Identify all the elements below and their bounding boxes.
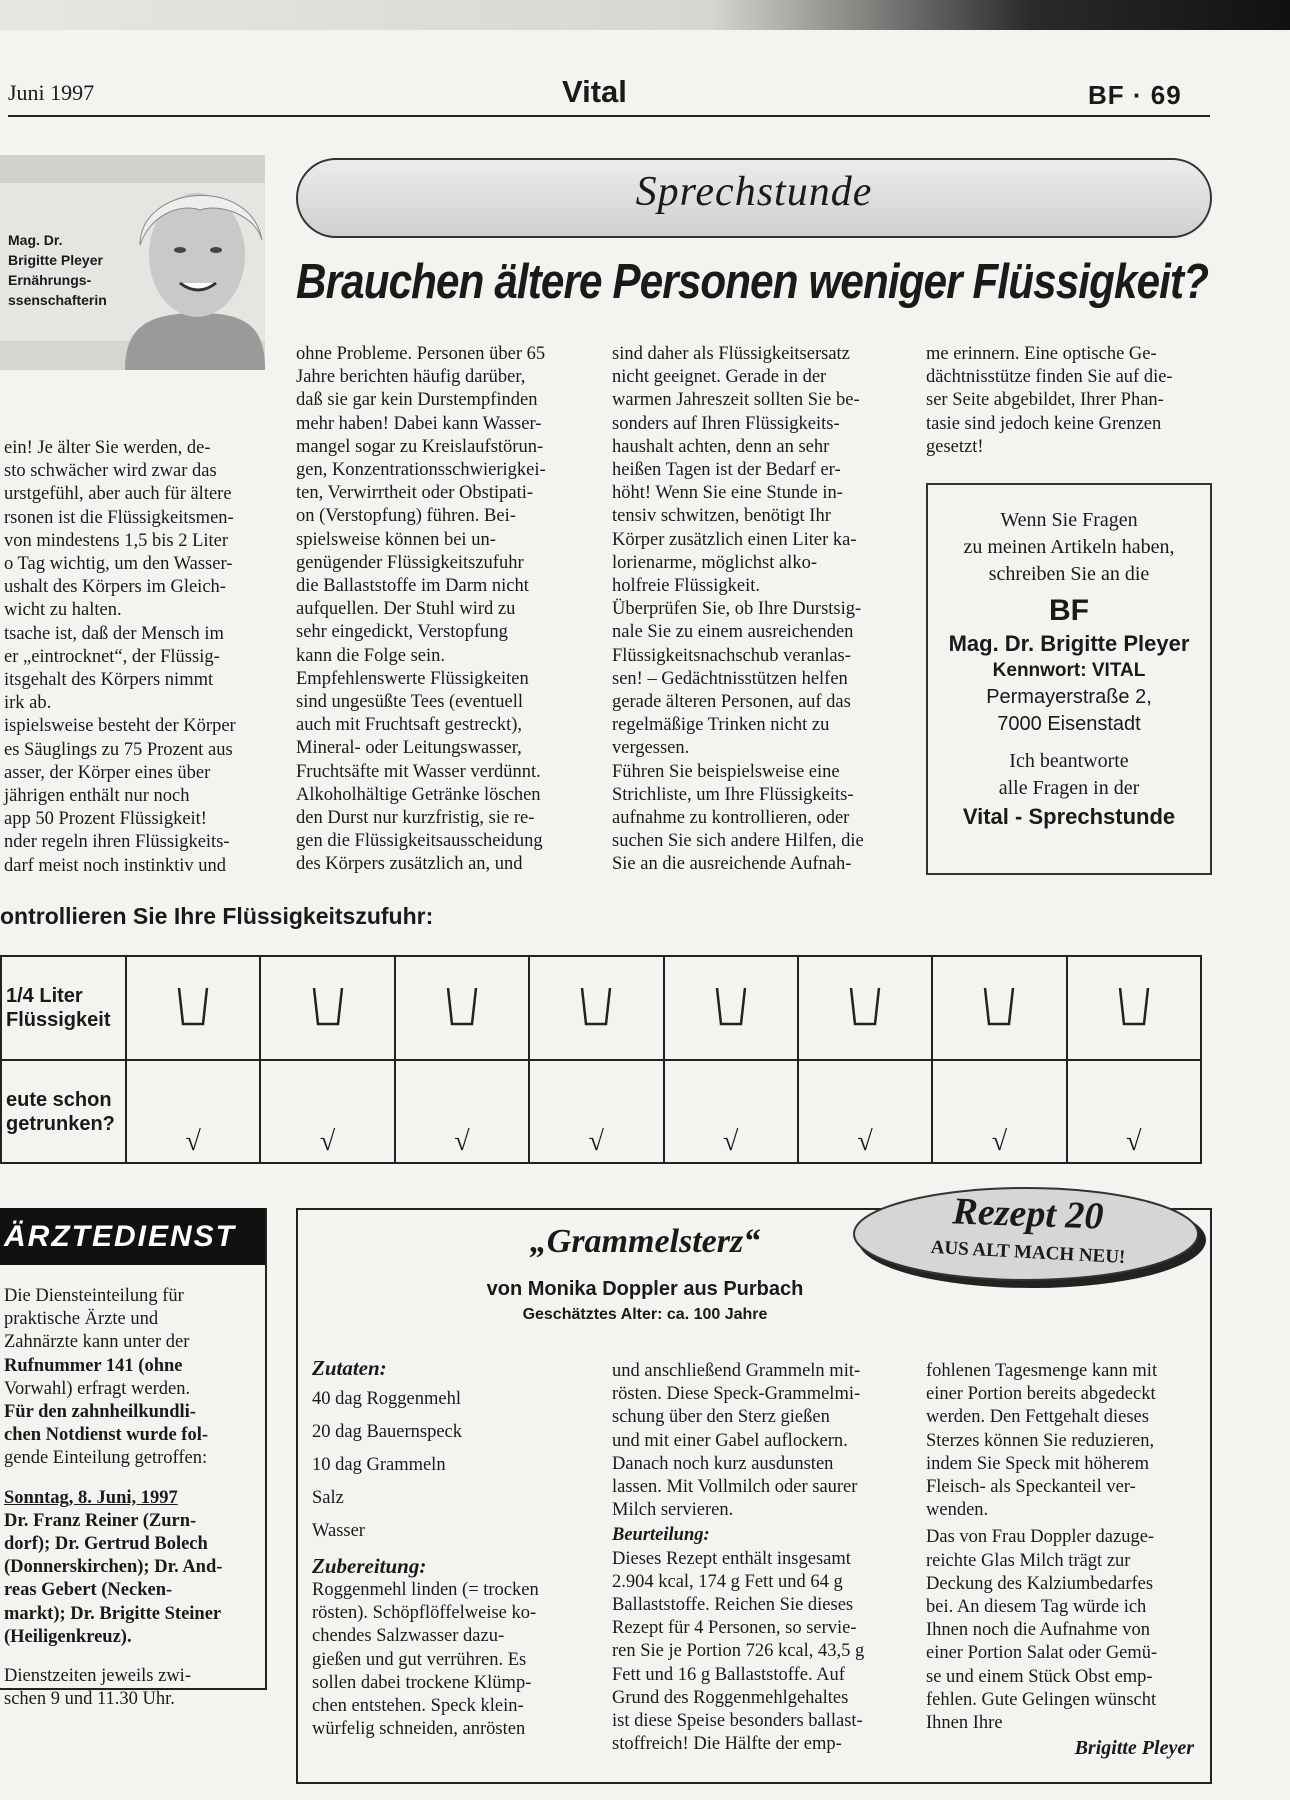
aerztedienst-line: dorf); Dr. Gertrud Bolech <box>4 1534 208 1555</box>
text-line: ser Seite abgebildet, Ihrer Phan- <box>926 390 1164 411</box>
text-line: Flüssigkeitsnachschub veranlas- <box>612 645 851 666</box>
aerztedienst-line: Vorwahl) erfragt werden. <box>4 1378 191 1399</box>
check-cell[interactable]: √ <box>798 1060 932 1163</box>
text-line: tensiv schwitzen, benötigt Ihr <box>612 506 831 527</box>
text-line: regelmäßige Trinken nicht zu <box>612 715 830 736</box>
tracker-row-label <box>1 1060 126 1163</box>
recipe-col2-text <box>612 1360 897 1522</box>
text-line: Mineral- oder Leitungswasser, <box>296 738 522 759</box>
text-line: urstgefühl, aber auch für ältere <box>4 484 232 505</box>
text-line: asser, der Körper eines über <box>4 762 211 783</box>
text-line: Grund des Roggenmehlgehaltes <box>612 1687 849 1708</box>
text-line: einer Portion bereits abgedeckt <box>926 1384 1156 1405</box>
check-cell[interactable]: √ <box>126 1060 260 1163</box>
article-column-2 <box>296 343 581 877</box>
contact-line: Wenn Sie Fragen <box>1000 509 1138 531</box>
text-line: Alkoholhältige Getränke löschen <box>296 784 541 805</box>
signature: Brigitte Pleyer <box>1074 1737 1194 1760</box>
contact-street: Permayerstraße 2, <box>986 686 1152 708</box>
recipe-age: Geschätztes Alter: ca. 100 Jahre <box>522 1306 768 1323</box>
glass-cell[interactable] <box>798 956 932 1060</box>
text-line: des Körpers zusätzlich an, und <box>296 854 523 875</box>
glass-cell[interactable] <box>126 956 260 1060</box>
scan-top-edge <box>0 0 1290 30</box>
glass-cell[interactable] <box>260 956 394 1060</box>
text-line: auch mit Fruchtsaft gestreckt), <box>296 715 523 736</box>
text-line: stoffreich! Die Hälfte der emp- <box>612 1734 842 1755</box>
text-line: werden. Den Fettgehalt dieses <box>926 1407 1149 1428</box>
text-line: wenden. <box>926 1500 989 1521</box>
text-line: fohlenen Tagesmenge kann mit <box>926 1361 1158 1381</box>
glass-icon <box>1114 984 1154 1028</box>
issue-date: Juni 1997 <box>8 80 95 105</box>
row-label-line: getrunken? <box>6 1112 115 1135</box>
text-line: 2.904 kcal, 174 g Fett und 64 g <box>612 1571 843 1592</box>
zubereitung-heading: Zubereitung: <box>312 1554 427 1578</box>
text-line: rsonen ist die Flüssigkeitsmen- <box>4 507 234 528</box>
aerztedienst-line: markt); Dr. Brigitte Steiner <box>4 1603 222 1624</box>
sprechstunde-banner <box>296 158 1212 238</box>
text-line: se und einem Stück Obst emp- <box>926 1666 1153 1687</box>
aerztedienst-line: reas Gebert (Necken- <box>4 1580 173 1601</box>
tracker-row-label <box>1 956 126 1060</box>
badge-subtitle: AUS ALT MACH NEU! <box>930 1236 1126 1269</box>
text-line: suchen Sie sich andere Hilfen, die <box>612 831 864 852</box>
glass-cell[interactable] <box>664 956 798 1060</box>
text-line: app 50 Prozent Flüssigkeit! <box>4 809 207 830</box>
text-line: Dieses Rezept enthält insgesamt <box>612 1548 851 1569</box>
text-line: chendes Salzwasser dazu- <box>312 1626 505 1647</box>
text-line: Jahre berichten häufig darüber, <box>296 367 526 388</box>
text-line: Fett und 16 g Ballaststoffe. Auf <box>612 1664 845 1685</box>
text-line: schung über den Sterz gießen <box>612 1407 830 1428</box>
text-line: Das von Frau Doppler dazuge- <box>926 1527 1155 1548</box>
article-column-4 <box>926 343 1210 459</box>
glass-cell[interactable] <box>395 956 529 1060</box>
caption-line: Brigitte Pleyer <box>8 252 103 268</box>
recipe-column-1 <box>312 1356 582 1741</box>
aerztedienst-line: Rufnummer 141 (ohne <box>4 1355 183 1376</box>
zutaten-heading: Zutaten: <box>312 1356 387 1380</box>
ingredient-item: 40 dag Roggenmehl <box>312 1389 462 1409</box>
text-line: Milch servieren. <box>612 1500 734 1521</box>
recipe-col3-text <box>926 1360 1194 1522</box>
text-line: aufnahme zu kontrollieren, oder <box>612 808 850 829</box>
zubereitung-text <box>312 1579 582 1741</box>
text-line: den Durst nur kurzfristig, sie re- <box>296 808 535 829</box>
aerztedienst-line: Die Diensteinteilung für <box>4 1286 184 1306</box>
ingredient-item: Salz <box>312 1488 344 1508</box>
ingredient-item: 10 dag Grammeln <box>312 1455 446 1475</box>
check-cell[interactable]: √ <box>932 1060 1066 1163</box>
contact-sprechstunde: Vital - Sprechstunde <box>962 804 1176 829</box>
author-caption <box>8 230 118 310</box>
recipe-title: „Grammelsterz“ <box>529 1223 761 1260</box>
recipe-column-2 <box>612 1360 897 1756</box>
text-line: Rezept für 4 Personen, so servie- <box>612 1618 857 1639</box>
caption-line: Mag. Dr. <box>8 232 63 248</box>
page-number: BF · 69 <box>1088 80 1182 110</box>
text-line: Strichliste, um Ihre Flüssigkeits- <box>612 784 854 805</box>
text-line: tsache ist, daß der Mensch im <box>4 623 224 644</box>
text-line: es Säuglings zu 75 Prozent aus <box>4 739 233 760</box>
text-line: spielsweise können bei un- <box>296 529 496 550</box>
text-line: daß sie gar kein Durstempfinden <box>296 390 538 411</box>
aerztedienst-text <box>4 1285 244 1711</box>
text-line: Empfehlenswerte Flüssigkeiten <box>296 668 529 689</box>
text-line: nicht geeignet. Gerade in der <box>612 367 827 388</box>
text-line: lorienarme, möglichst alko- <box>612 552 817 573</box>
text-line: sto schwächer wird zwar das <box>4 461 217 482</box>
text-line: ren Sie je Portion 726 kcal, 43,5 g <box>612 1641 865 1662</box>
check-cell[interactable]: √ <box>395 1060 529 1163</box>
text-line: ohne Probleme. Personen über 65 <box>296 344 546 364</box>
text-line: Deckung des Kalziumbedarfes <box>926 1573 1154 1594</box>
contact-line: alle Fragen in der <box>998 777 1140 799</box>
text-line: ushalt des Körpers im Gleich- <box>4 577 226 598</box>
recipe-column-3 <box>926 1360 1194 1760</box>
text-line: haushalt achten, denn an sehr <box>612 436 830 457</box>
text-line: lassen. Mit Vollmilch oder saurer <box>612 1477 858 1498</box>
text-line: Ihnen Ihre <box>926 1713 1003 1734</box>
text-line: mehr haben! Dabei kann Wasser- <box>296 413 542 434</box>
text-line: und anschließend Grammeln mit- <box>612 1361 861 1381</box>
aerztedienst-line: Für den zahnheilkundli- <box>4 1402 196 1423</box>
text-line: bei. An diesem Tag würde ich <box>926 1597 1147 1618</box>
recipe-col3-text-b <box>926 1526 1194 1735</box>
tracker-title: ontrollieren Sie Ihre Flüssigkeitszufuhr: <box>0 903 434 929</box>
text-line: itsgehalt des Körpers nimmt <box>4 670 214 691</box>
zutaten-list <box>312 1389 582 1542</box>
contact-line: zu meinen Artikeln haben, <box>963 536 1175 558</box>
text-line: Sie an die ausreichende Aufnah- <box>612 854 852 875</box>
row-label-line: Flüssigkeit <box>6 1009 111 1031</box>
text-line: sind ungesüßte Tees (eventuell <box>296 692 523 713</box>
text-line: Körper zusätzlich einen Liter ka- <box>612 529 857 550</box>
text-line: gießen und gut verrühren. Es <box>312 1649 527 1670</box>
text-line: sind daher als Flüssigkeitsersatz <box>612 344 850 364</box>
text-line: Ihnen noch die Aufnahme von <box>926 1620 1150 1641</box>
aerztedienst-line: Zahnärzte kann unter der <box>4 1332 190 1353</box>
banner-text: Sprechstunde <box>635 169 873 215</box>
bf-logo: BF <box>1049 594 1089 627</box>
glass-cell[interactable] <box>529 956 663 1060</box>
text-line: nder regeln ihren Flüssigkeits- <box>4 832 230 853</box>
text-line: Ballaststoffe. Reichen Sie dieses <box>612 1595 854 1616</box>
text-line: chen entstehen. Speck klein- <box>312 1696 524 1717</box>
ingredient-item: Wasser <box>312 1521 365 1541</box>
aerztedienst-title: ÄRZTEDIENST <box>0 1208 265 1265</box>
text-line: o Tag wichtig, um den Wasser- <box>4 554 233 575</box>
text-line: heißen Tagen ist der Bedarf er- <box>612 460 841 481</box>
rezept-badge <box>848 1182 1210 1292</box>
text-line: würfelig schneiden, anrösten <box>312 1719 526 1740</box>
text-line: er „eintrocknet“, der Flüssig- <box>4 646 220 667</box>
check-cell[interactable]: √ <box>529 1060 663 1163</box>
glass-icon <box>979 984 1019 1028</box>
caption-line: ssenschafterin <box>8 292 107 308</box>
text-line: rösten). Schöpflöffelweise ko- <box>312 1603 537 1624</box>
beurteilung-heading: Beurteilung: <box>612 1525 710 1546</box>
text-line: von mindestens 1,5 bis 2 Liter <box>4 530 229 551</box>
text-line: indem Sie Speck mit höherem <box>926 1453 1149 1474</box>
text-line: kann die Folge sein. <box>296 645 446 666</box>
text-line: gen die Flüssigkeitsausscheidung <box>296 831 543 852</box>
aerztedienst-line: (Donnerskirchen); Dr. And- <box>4 1557 223 1578</box>
check-cell[interactable]: √ <box>260 1060 394 1163</box>
text-line: die Ballaststoffe im Darm nicht <box>296 576 529 597</box>
article-column-1 <box>4 437 266 878</box>
text-line: gen, Konzentrationsschwierigkei- <box>296 460 546 481</box>
glass-icon <box>173 984 213 1028</box>
glass-icon <box>845 984 885 1028</box>
text-line: dächtnisstütze finden Sie auf die- <box>926 367 1173 388</box>
contact-line: schreiben Sie an die <box>988 563 1150 585</box>
text-line: warmen Jahreszeit sollten Sie be- <box>612 390 860 411</box>
text-line: einer Portion Salat oder Gemü- <box>926 1643 1158 1664</box>
text-line: mangel sogar zu Kreislaufstörun- <box>296 436 544 457</box>
text-line: fehlen. Gute Gelingen wünscht <box>926 1689 1157 1710</box>
fluid-tracker-table <box>0 955 1202 1164</box>
text-line: Fleisch- als Speckanteil ver- <box>926 1477 1136 1498</box>
text-line: ein! Je älter Sie werden, de- <box>4 438 211 458</box>
text-line: me erinnern. Eine optische Ge- <box>926 344 1157 364</box>
row-label-line: 1/4 Liter <box>6 985 83 1007</box>
contact-kennwort: Kennwort: VITAL <box>992 660 1146 681</box>
text-line: Sterzes können Sie reduzieren, <box>926 1430 1155 1451</box>
text-line: genügender Flüssigkeitszufuhr <box>296 552 524 573</box>
text-line: tasie sind jedoch keine Grenzen <box>926 413 1162 434</box>
text-line: sollen dabei trockene Klümp- <box>312 1672 532 1693</box>
text-line: reichte Glas Milch trägt zur <box>926 1550 1131 1571</box>
text-line: Führen Sie beispielsweise eine <box>612 761 840 782</box>
aerztedienst-line: schen 9 und 11.30 Uhr. <box>4 1689 175 1710</box>
text-line: on (Verstopfung) führen. Bei- <box>296 506 516 527</box>
article-column-3 <box>612 343 897 877</box>
text-line: irk ab. <box>4 693 52 714</box>
text-line: gesetzt! <box>926 436 984 457</box>
text-line: aufquellen. Der Stuhl wird zu <box>296 599 516 620</box>
header-rule <box>8 115 1210 117</box>
text-line: vergessen. <box>612 738 690 759</box>
text-line: ten, Verwirrtheit oder Obstipati- <box>296 483 534 504</box>
headline: Brauchen ältere Personen weniger Flüssigkeit? <box>296 255 1209 309</box>
glass-icon <box>711 984 751 1028</box>
text-line: gerade älteren Personen, auf das <box>612 692 851 713</box>
check-cell[interactable]: √ <box>1067 1060 1201 1163</box>
beurteilung-text <box>612 1548 897 1757</box>
text-line: nale Sie zu einem ausreichenden <box>612 622 854 643</box>
text-line: rösten. Diese Speck-Grammelmi- <box>612 1384 861 1405</box>
text-line: sehr eingedickt, Verstopfung <box>296 622 508 643</box>
glass-icon <box>576 984 616 1028</box>
glass-icon <box>308 984 348 1028</box>
glass-icon <box>442 984 482 1028</box>
text-line: Danach noch kurz ausdunsten <box>612 1453 834 1474</box>
text-line: ist diese Speise besonders ballast- <box>612 1711 863 1732</box>
aerztedienst-line: gende Einteilung getroffen: <box>4 1448 208 1469</box>
recipe-author: von Monika Doppler aus Purbach <box>486 1278 804 1300</box>
contact-box <box>926 483 1212 875</box>
aerztedienst-line: Sonntag, 8. Juni, 1997 <box>4 1487 178 1508</box>
row-label-line: eute schon <box>6 1088 112 1111</box>
text-line: darf meist noch instinktiv und <box>4 855 226 876</box>
caption-line: Ernährungs- <box>8 272 92 288</box>
text-line: sonders auf Ihren Flüssigkeits- <box>612 413 840 434</box>
text-line: wicht zu halten. <box>4 600 122 621</box>
text-line: sen! – Gedächtnisstützen helfen <box>612 668 848 689</box>
badge-title: Rezept 20 <box>951 1190 1105 1238</box>
aerztedienst-line: chen Notdienst wurde fol- <box>4 1425 209 1446</box>
aerztedienst-line: (Heiligenkreuz). <box>4 1626 132 1647</box>
ingredient-item: 20 dag Bauernspeck <box>312 1422 463 1442</box>
check-cell[interactable]: √ <box>664 1060 798 1163</box>
text-line: jährigen enthält nur noch <box>4 786 190 807</box>
text-line: ispielsweise besteht der Körper <box>4 716 236 737</box>
text-line: höht! Wenn Sie eine Stunde in- <box>612 483 843 504</box>
glass-cell[interactable] <box>1067 956 1201 1060</box>
aerztedienst-line: Dr. Franz Reiner (Zurn- <box>4 1510 197 1531</box>
contact-city: 7000 Eisenstadt <box>997 713 1141 735</box>
text-line: holfreie Flüssigkeit. <box>612 576 760 597</box>
section-title: Vital <box>562 74 627 109</box>
aerztedienst-line: Dienstzeiten jeweils zwi- <box>4 1666 191 1687</box>
contact-name: Mag. Dr. Brigitte Pleyer <box>948 631 1190 656</box>
glass-cell[interactable] <box>932 956 1066 1060</box>
text-line: Fruchtsäfte mit Wasser verdünnt. <box>296 761 541 782</box>
text-line: und mit einer Gabel auflockern. <box>612 1430 848 1451</box>
text-line: Überprüfen Sie, ob Ihre Durstsig- <box>612 599 862 620</box>
text-line: Roggenmehl linden (= trocken <box>312 1580 539 1600</box>
contact-line: Ich beantworte <box>1009 750 1129 772</box>
aerztedienst-line: praktische Ärzte und <box>4 1309 159 1330</box>
